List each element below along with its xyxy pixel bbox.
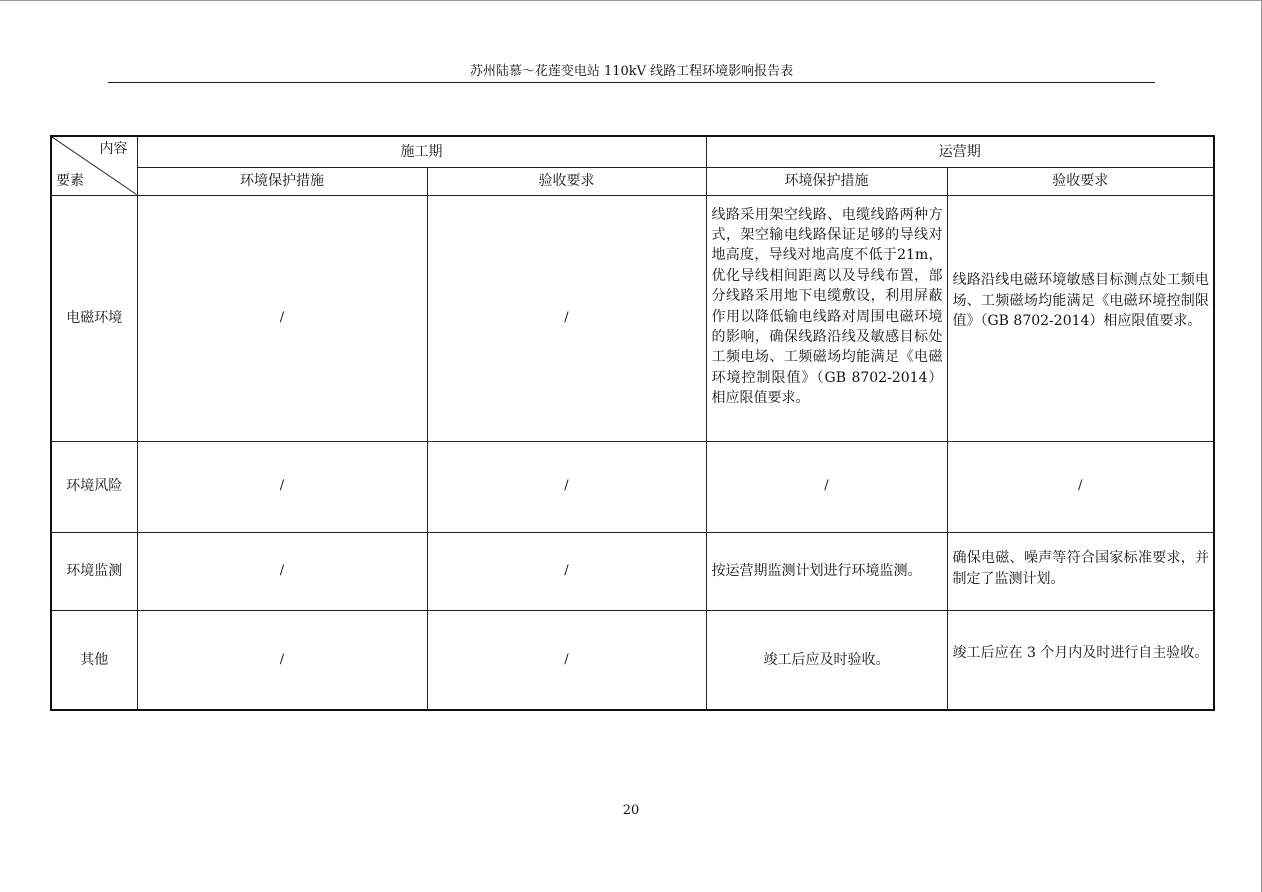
table-row	[51, 532, 1214, 610]
table-header-row-1	[51, 136, 1214, 167]
operation-measures-cell: 线路采用架空线路、电缆线路两种方式，架空输电线路保证足够的导线对地高度，导线对地高度不低于21m，优化导线相间距离以及导线布置，部分线路采用地下电缆敷设，利用屏蔽作用以降低输电线路对周围电磁环境的影响，确保线路沿线及敏感目标处工频电场、工频磁场均能满足《电磁环境控制限值》（GB 8702-2014）相应限值要求。	[706, 195, 947, 441]
operation-measures-cell: 按运营期监测计划进行环境监测。	[706, 532, 947, 610]
factor-cell: 电磁环境	[51, 195, 137, 441]
table-row	[51, 610, 1214, 710]
construction-acceptance-cell: /	[427, 441, 706, 532]
page-frame-top-line	[0, 0, 1262, 1]
table-header-row-2	[51, 167, 1214, 195]
page-number: 20	[622, 803, 640, 818]
operation-acceptance-cell: 竣工后应在 3 个月内及时进行自主验收。	[947, 610, 1214, 710]
construction-acceptance-cell: /	[427, 195, 706, 441]
construction-acceptance-cell: /	[427, 532, 706, 610]
document-header: 苏州陆慕～花莲变电站 110kV 线路工程环境影响报告表	[469, 64, 794, 79]
operation-acceptance-cell: /	[947, 441, 1214, 532]
table-row	[51, 441, 1214, 532]
table-row	[51, 195, 1214, 441]
corner-content-label: 内容	[99, 141, 128, 157]
operation-measures-cell: /	[706, 441, 947, 532]
factor-cell: 其他	[51, 610, 137, 710]
environmental-measures-table	[50, 135, 1215, 711]
corner-factor-label: 要素	[56, 173, 84, 190]
construction-acceptance-header: 验收要求	[427, 167, 706, 195]
construction-measures-cell: /	[137, 532, 427, 610]
corner-header-cell	[51, 136, 137, 195]
operation-acceptance-header: 验收要求	[947, 167, 1214, 195]
construction-measures-cell: /	[137, 441, 427, 532]
operation-measures-cell: 竣工后应及时验收。	[706, 610, 947, 710]
header-rule	[108, 82, 1155, 83]
construction-measures-cell: /	[137, 195, 427, 441]
operation-acceptance-cell: 确保电磁、噪声等符合国家标准要求，并制定了监测计划。	[947, 532, 1214, 610]
construction-measures-cell: /	[137, 610, 427, 710]
factor-cell: 环境监测	[51, 532, 137, 610]
construction-period-header: 施工期	[137, 136, 706, 167]
construction-measures-header: 环境保护措施	[137, 167, 427, 195]
factor-cell: 环境风险	[51, 441, 137, 532]
operation-period-header: 运营期	[706, 136, 1214, 167]
operation-measures-header: 环境保护措施	[706, 167, 947, 195]
construction-acceptance-cell: /	[427, 610, 706, 710]
operation-acceptance-cell: 线路沿线电磁环境敏感目标测点处工频电场、工频磁场均能满足《电磁环境控制限值》（GB 8702-2014）相应限值要求。	[947, 195, 1214, 441]
